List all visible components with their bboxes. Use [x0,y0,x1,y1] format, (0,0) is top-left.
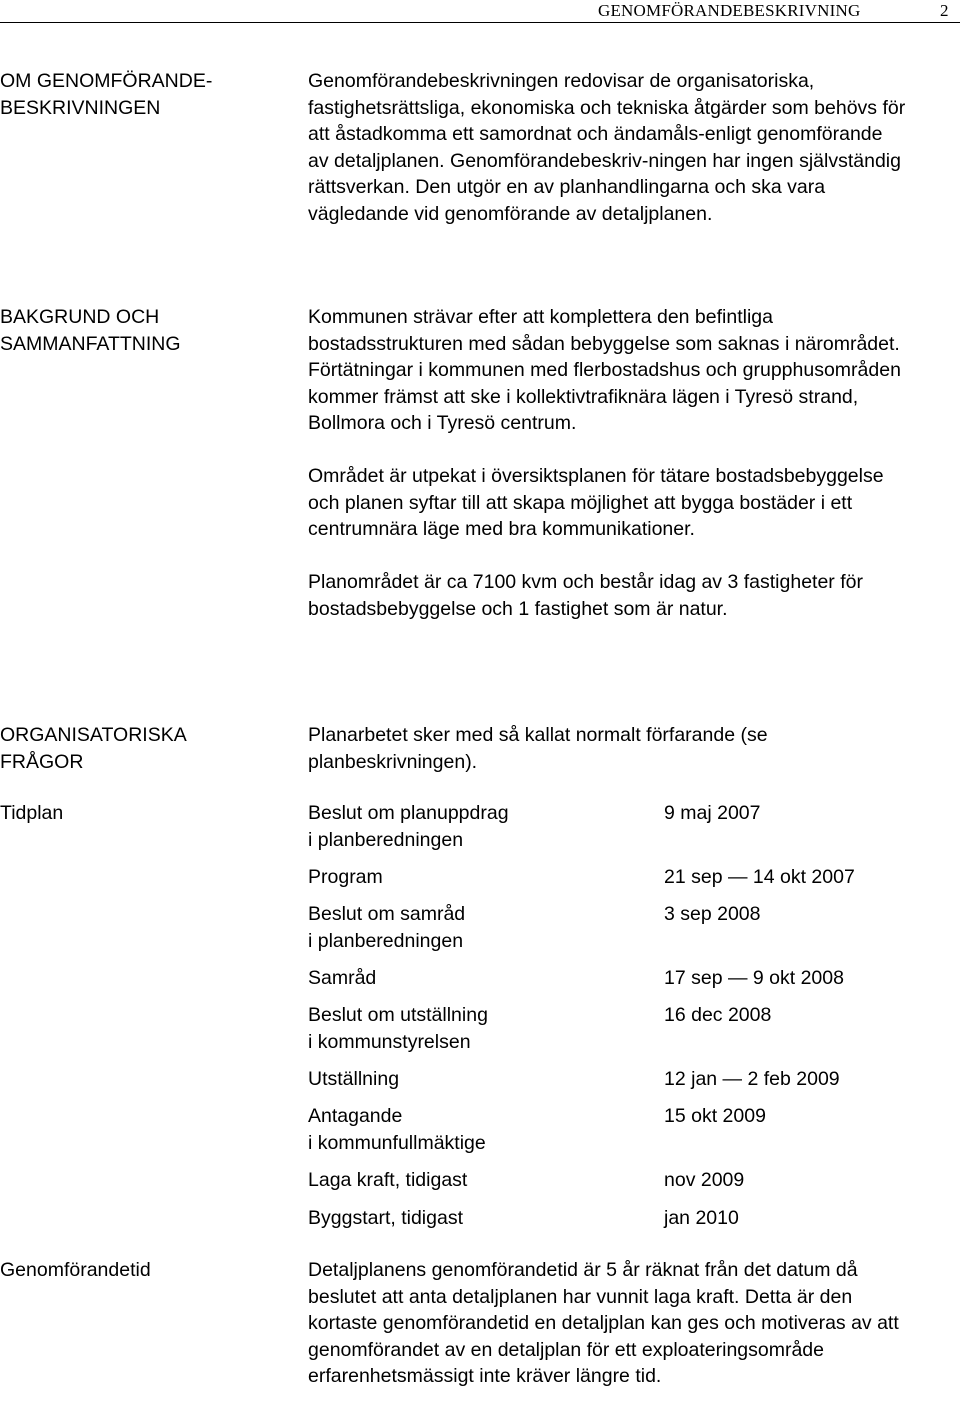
timeline-date: 9 maj 2007 [664,802,761,824]
section-label-bakgrund: BAKGRUND OCH SAMMANFATTNING [0,306,181,355]
section-label-genomforandetid: Genomförandetid [0,1259,151,1281]
paragraph: Genomförandebeskrivningen redovisar de organisatoriska, fastighetsrättsliga, ekonomiska och tekniska åtgärder som behövs för att åstadkomma ett samordnat och ändamåls-enligt genomförande av detaljplanen. Genomförandebeskriv-ningen har ingen självständig rättsverkan. Den utgör en av planhandlingarna och ska vara vägledande vid genomförande av detaljplanen. [308,70,906,225]
section-text-org [308,722,908,775]
paragraph: Kommunen strävar efter att komplettera den befintliga bostadsstrukturen med sådan bebyggelse som saknas i närområdet. Förtätningar i kommunen med flerbostadshus och grupphusområden kommer främst att ske i kollektivtrafiknära lägen i Tyresö strand, Bollmora och i Tyresö centrum. [308,306,901,434]
timeline-event: Program [308,866,383,888]
timeline-date: 21 sep — 14 okt 2007 [664,866,855,888]
timeline-date: 3 sep 2008 [664,903,761,925]
timeline-event: Beslut om planuppdrag i planberedningen [308,802,509,851]
paragraph: Detaljplanens genomförandetid är 5 år räknat från det datum då beslutet att anta detaljplanen har vunnit laga kraft. Detta är den kortaste genomförandetid en detaljplan kan ges och motiveras av att genomförandet av en detaljplan för ett exploateringsområde erfarenhetsmässigt inte kräver längre tid. [308,1259,899,1387]
section-label-tidplan: Tidplan [0,802,64,824]
section-label-org: ORGANISATORISKA FRÅGOR [0,724,187,773]
section-text-bakgrund [308,304,908,622]
section-text-om [308,68,908,227]
timeline-date: 17 sep — 9 okt 2008 [664,967,844,989]
header-title: GENOMFÖRANDEBESKRIVNING [598,1,861,20]
timeline-date: 16 dec 2008 [664,1004,772,1026]
timeline-event: Samråd [308,967,377,989]
timeline-event: Beslut om samråd i planberedningen [308,903,466,952]
paragraph: Området är utpekat i översiktsplanen för tätare bostadsbebyggelse och planen syftar till att skapa möjlighet att bygga bostäder i ett centrumnära läge med bra kommunikationer. [308,465,884,540]
paragraph: Planområdet är ca 7100 kvm och består idag av 3 fastigheter för bostadsbebyggelse och 1 fastighet som är natur. [308,571,863,620]
paragraph: Planarbetet sker med så kallat normalt förfarande (se planbeskrivningen). [308,724,768,773]
timeline-event: Beslut om utställning i kommunstyrelsen [308,1004,488,1053]
timeline-date: jan 2010 [664,1207,739,1229]
timeline-event: Laga kraft, tidigast [308,1169,468,1191]
timeline-date: 15 okt 2009 [664,1105,766,1127]
section-label-om: OM GENOMFÖRANDE- BESKRIVNINGEN [0,70,213,119]
page-number: 2 [940,1,949,20]
section-text-genomforandetid [308,1257,908,1390]
timeline-date: 12 jan — 2 feb 2009 [664,1068,840,1090]
timeline-date: nov 2009 [664,1169,745,1191]
timeline-event: Byggstart, tidigast [308,1207,463,1229]
timeline-event: Utställning [308,1068,400,1090]
page-header [0,0,960,23]
timeline-event: Antagande i kommunfullmäktige [308,1105,486,1154]
